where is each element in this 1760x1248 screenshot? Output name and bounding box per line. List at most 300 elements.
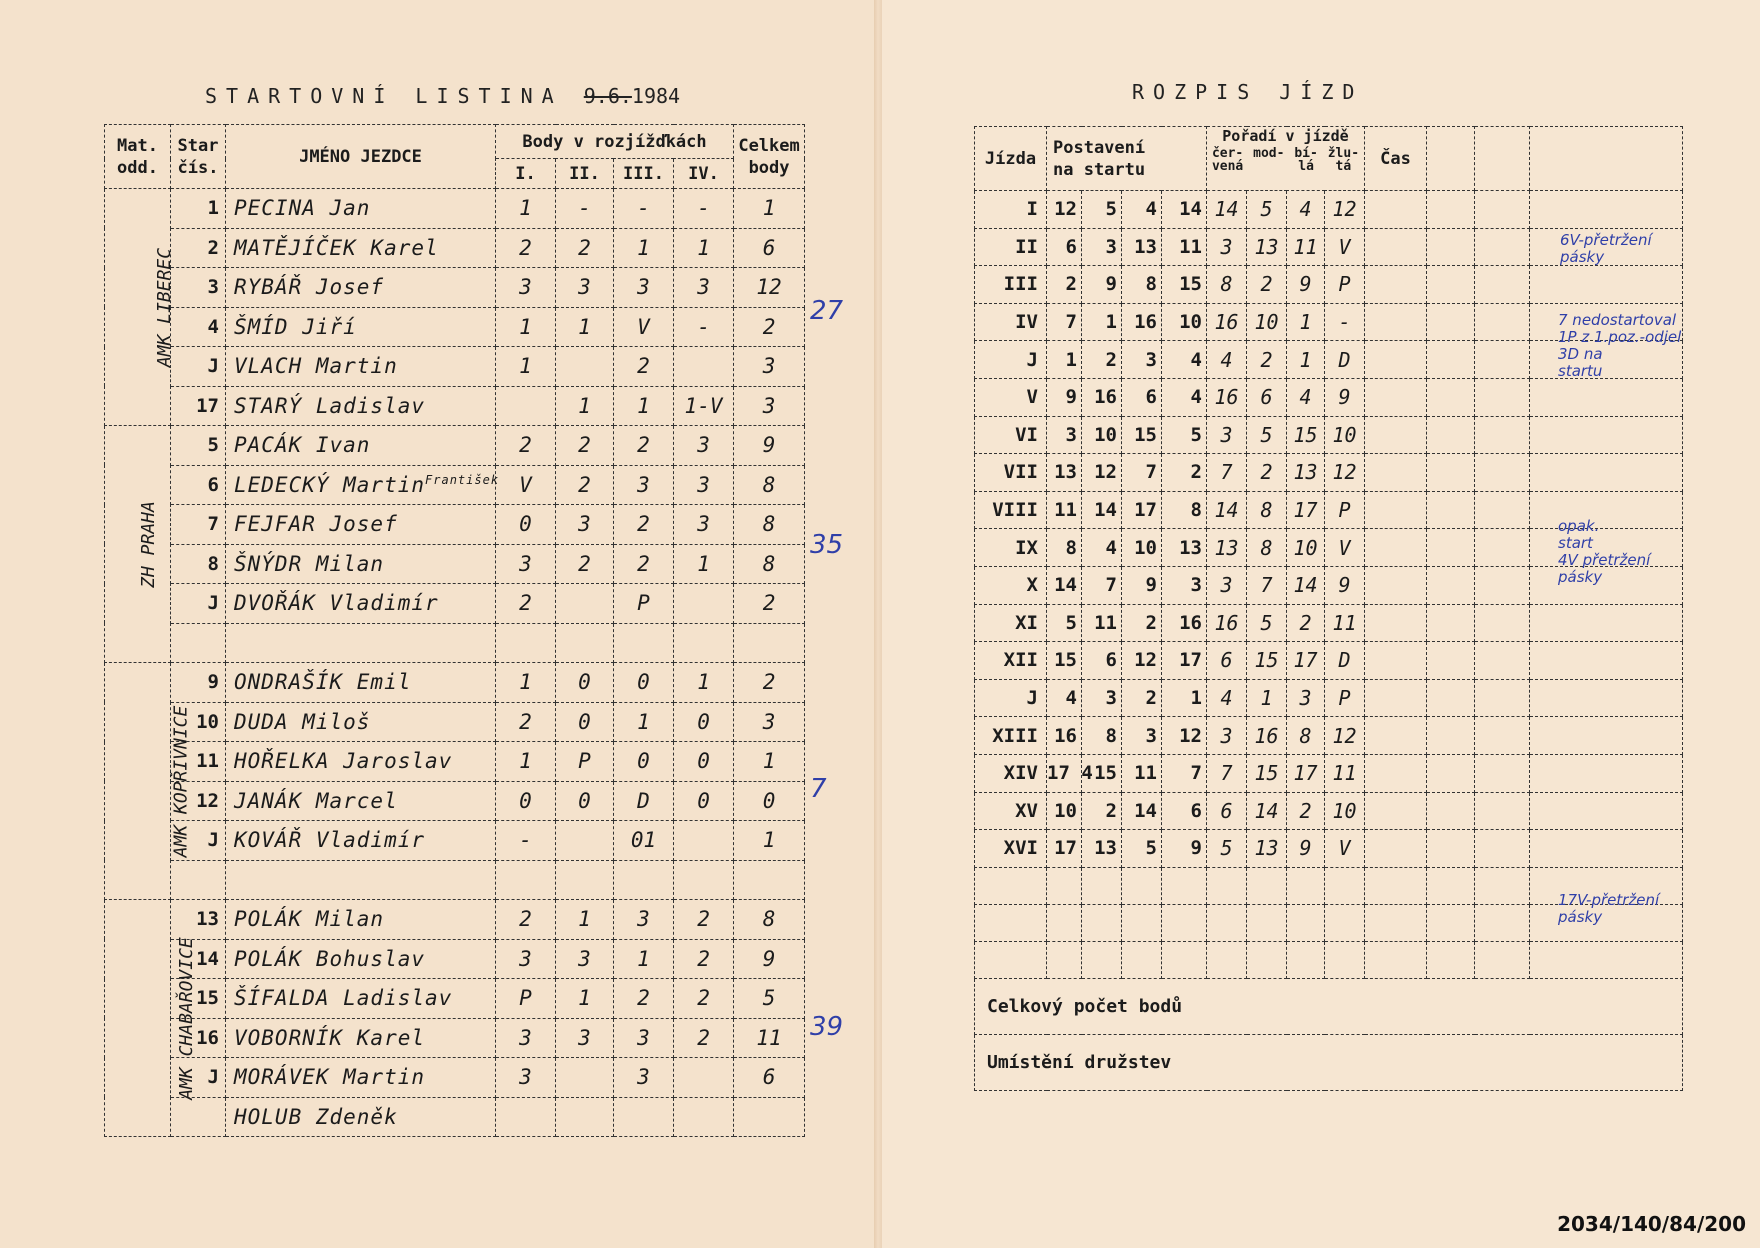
blank-cell — [1475, 792, 1530, 830]
round-4-points — [674, 860, 734, 900]
start-number: 16 — [171, 1018, 226, 1058]
round-3-points: 3 — [614, 1018, 674, 1058]
header-order: Pořadí v jízdě — [1222, 127, 1349, 145]
round-2-points: 0 — [556, 702, 614, 742]
rider-name — [226, 781, 496, 821]
blank-cell — [1427, 491, 1475, 529]
blank-cell — [1530, 717, 1683, 755]
finish-order-2: 13 — [1247, 830, 1287, 868]
total-points: 2 — [734, 584, 805, 624]
round-3-points: 2 — [614, 979, 674, 1019]
start-position-4: 11 — [1162, 228, 1207, 266]
note-heat-4: 7 nedostartoval 1P z 1.poz.-odjel 3D na startu — [1558, 311, 1682, 380]
finish-order-3: 8 — [1287, 717, 1325, 755]
start-position-1: 6 — [1047, 228, 1082, 266]
rider-name-text: POLÁK Milan — [234, 907, 385, 932]
rider-name-text: HOLUB Zdeněk — [234, 1104, 398, 1129]
finish-order-2: 10 — [1247, 303, 1287, 341]
round-4-points: 3 — [674, 505, 734, 545]
round-2-points: 1 — [556, 307, 614, 347]
start-number: 5 — [171, 426, 226, 466]
start-position-4: 2 — [1162, 454, 1207, 492]
start-number: 15 — [171, 979, 226, 1019]
round-4-points: 0 — [674, 781, 734, 821]
blank-cell — [1475, 642, 1530, 680]
start-position-1: 17 4 — [1047, 754, 1082, 792]
finish-order-4: P — [1325, 266, 1365, 304]
blank-cell — [1287, 941, 1325, 978]
round-3-points: 0 — [614, 663, 674, 703]
round-4-points — [674, 623, 734, 663]
round-1-points — [496, 623, 556, 663]
round-2-points — [556, 1097, 614, 1137]
name-correction: František — [425, 472, 500, 487]
struck-date: 9.6. — [583, 84, 632, 108]
round-1-points: 1 — [496, 307, 556, 347]
rider-name — [226, 1058, 496, 1098]
finish-order-4: D — [1325, 642, 1365, 680]
finish-order-4: D — [1325, 341, 1365, 379]
start-position-4: 17 — [1162, 642, 1207, 680]
total-points: 5 — [734, 979, 805, 1019]
start-position-3: 12 — [1122, 642, 1162, 680]
round-3-points: 1 — [614, 228, 674, 268]
blank-cell — [1475, 941, 1530, 978]
blank-cell — [1427, 717, 1475, 755]
blank-cell — [1475, 717, 1530, 755]
rider-name-text: POLÁK Bohuslav — [234, 946, 426, 971]
finish-order-3: 14 — [1287, 566, 1325, 604]
start-position-2: 2 — [1082, 792, 1122, 830]
rider-row — [105, 386, 805, 426]
blank-cell — [975, 904, 1047, 941]
color-yellow: žlu- tá — [1327, 146, 1360, 174]
round-3-points: 3 — [614, 1058, 674, 1098]
heat-number: II — [975, 228, 1047, 266]
finish-order-4: V — [1325, 228, 1365, 266]
start-position-1: 13 — [1047, 454, 1082, 492]
finish-order-1: 3 — [1207, 717, 1247, 755]
header-heat: Jízda — [975, 127, 1047, 191]
round-2-points: 3 — [556, 1018, 614, 1058]
start-number: J — [171, 347, 226, 387]
blank-cell — [1475, 454, 1530, 492]
round-2-points: 3 — [556, 939, 614, 979]
blank-cell — [1475, 679, 1530, 717]
heat-number: XII — [975, 642, 1047, 680]
round-3-points: 3 — [614, 465, 674, 505]
round-2-points: 0 — [556, 781, 614, 821]
page-fold — [874, 0, 882, 1248]
rider-name-text: LEDECKÝ Martin — [234, 472, 426, 497]
round-4-points: 2 — [674, 1018, 734, 1058]
finish-order-1: 3 — [1207, 228, 1247, 266]
header-order-group — [1207, 127, 1365, 191]
start-number — [171, 860, 226, 900]
round-2-points: 3 — [556, 268, 614, 308]
start-number: 4 — [171, 307, 226, 347]
round-1-points: P — [496, 979, 556, 1019]
start-number: 14 — [171, 939, 226, 979]
start-position-2: 2 — [1082, 341, 1122, 379]
total-points: 3 — [734, 347, 805, 387]
heat-number: VI — [975, 416, 1047, 454]
header-name: JMÉNO JEZDCE — [226, 125, 496, 189]
finish-order-3: 2 — [1287, 792, 1325, 830]
blank-cell — [1530, 191, 1683, 229]
rider-name — [226, 663, 496, 703]
finish-order-2: 14 — [1247, 792, 1287, 830]
time-cell — [1365, 604, 1427, 642]
start-position-3: 7 — [1122, 454, 1162, 492]
rider-name — [226, 860, 496, 900]
time-cell — [1365, 642, 1427, 680]
rider-name — [226, 623, 496, 663]
start-position-1: 3 — [1047, 416, 1082, 454]
blank-cell — [1287, 904, 1325, 941]
blank-cell — [1122, 867, 1162, 904]
start-number: 8 — [171, 544, 226, 584]
blank-cell — [975, 941, 1047, 978]
start-position-2: 15 — [1082, 754, 1122, 792]
blank-cell — [1427, 679, 1475, 717]
heat-schedule-table — [974, 126, 1683, 1091]
blank-cell — [1122, 941, 1162, 978]
start-position-3: 2 — [1122, 679, 1162, 717]
round-3-points: 1 — [614, 939, 674, 979]
club-label: AMK LIBEREC — [154, 247, 176, 367]
start-position-4: 14 — [1162, 191, 1207, 229]
blank-cell — [1047, 904, 1082, 941]
round-3-points: 1 — [614, 702, 674, 742]
blank-cell — [1247, 904, 1287, 941]
round-1-points — [496, 386, 556, 426]
finish-order-2: 2 — [1247, 266, 1287, 304]
blank-cell — [1530, 754, 1683, 792]
blank-cell — [1530, 941, 1683, 978]
blank-cell — [1475, 416, 1530, 454]
blank-cell — [1427, 792, 1475, 830]
blank-cell — [975, 867, 1047, 904]
blank-cell — [1530, 416, 1683, 454]
rider-name — [226, 347, 496, 387]
round-4-points: 3 — [674, 268, 734, 308]
round-1-points: - — [496, 821, 556, 861]
note-heat-2: 6V-přetržení pásky — [1560, 231, 1652, 266]
round-4-points: - — [674, 189, 734, 229]
round-1-points: 1 — [496, 742, 556, 782]
team-total-koprivnice: 7 — [810, 774, 827, 804]
blank-cell — [1427, 266, 1475, 304]
blank-cell — [1530, 454, 1683, 492]
blank-cell — [1427, 941, 1475, 978]
finish-order-1: 7 — [1207, 454, 1247, 492]
round-3-points: - — [614, 189, 674, 229]
time-cell — [1365, 491, 1427, 529]
finish-order-4: V — [1325, 830, 1365, 868]
rider-name — [226, 228, 496, 268]
start-position-2: 8 — [1082, 717, 1122, 755]
start-position-4: 3 — [1162, 566, 1207, 604]
finish-order-1: 3 — [1207, 566, 1247, 604]
round-3-points — [614, 860, 674, 900]
start-position-1: 15 — [1047, 642, 1082, 680]
rider-name-text: PECINA Jan — [234, 196, 371, 221]
color-blue: mod- — [1253, 146, 1285, 161]
finish-order-4: 9 — [1325, 378, 1365, 416]
round-1-points: 2 — [496, 228, 556, 268]
round-3-points: 2 — [614, 426, 674, 466]
heat-row — [975, 191, 1683, 229]
finish-order-1: 13 — [1207, 529, 1247, 567]
round-1-points — [496, 1097, 556, 1137]
round-2-points — [556, 1058, 614, 1098]
start-position-3: 4 — [1122, 191, 1162, 229]
blank-cell — [1530, 642, 1683, 680]
heat-number: XIII — [975, 717, 1047, 755]
round-3-points — [614, 623, 674, 663]
team-total-chabarovice: 39 — [810, 1012, 844, 1042]
start-position-2: 10 — [1082, 416, 1122, 454]
round-2-points: 1 — [556, 386, 614, 426]
blank-cell — [1530, 792, 1683, 830]
blank-cell — [1082, 904, 1122, 941]
round-3-points: V — [614, 307, 674, 347]
start-number: 3 — [171, 268, 226, 308]
finish-order-3: 10 — [1287, 529, 1325, 567]
blank-cell — [1475, 378, 1530, 416]
blank-cell — [1047, 867, 1082, 904]
rider-name — [226, 979, 496, 1019]
heat-row — [975, 454, 1683, 492]
time-cell — [1365, 679, 1427, 717]
rider-name — [226, 742, 496, 782]
round-2-points: 1 — [556, 900, 614, 940]
total-points: 3 — [734, 702, 805, 742]
finish-order-4: 12 — [1325, 191, 1365, 229]
heat-row — [975, 717, 1683, 755]
blank-cell — [1082, 941, 1122, 978]
start-position-3: 5 — [1122, 830, 1162, 868]
round-4-points: 2 — [674, 900, 734, 940]
round-1-points: 3 — [496, 1058, 556, 1098]
blank-cell — [1475, 266, 1530, 304]
time-cell — [1365, 266, 1427, 304]
round-1-points: 1 — [496, 189, 556, 229]
rider-name-text: ŠNÝDR Milan — [234, 551, 385, 576]
round-4-points: - — [674, 307, 734, 347]
finish-order-3: 11 — [1287, 228, 1325, 266]
heat-row — [975, 830, 1683, 868]
start-position-2: 9 — [1082, 266, 1122, 304]
round-1-points: 2 — [496, 584, 556, 624]
rider-row — [105, 1058, 805, 1098]
header-start-positions: Postavení na startu — [1047, 127, 1207, 191]
rider-row — [105, 347, 805, 387]
finish-order-2: 15 — [1247, 754, 1287, 792]
heat-number: I — [975, 191, 1047, 229]
round-3-points: 3 — [614, 268, 674, 308]
round-4-points — [674, 1097, 734, 1137]
start-position-1: 4 — [1047, 679, 1082, 717]
rider-name — [226, 584, 496, 624]
blank-cell — [1427, 303, 1475, 341]
rider-row — [105, 663, 805, 703]
start-list-table — [104, 124, 805, 1137]
round-1-points: 2 — [496, 426, 556, 466]
rider-name-text: RYBÁŘ Josef — [234, 275, 385, 300]
round-3-points: 2 — [614, 347, 674, 387]
finish-order-4: 11 — [1325, 604, 1365, 642]
rider-row — [105, 623, 805, 663]
finish-order-1: 6 — [1207, 792, 1247, 830]
heat-row — [975, 679, 1683, 717]
round-2-points: 0 — [556, 663, 614, 703]
time-cell — [1365, 191, 1427, 229]
round-2-points — [556, 821, 614, 861]
round-3-points: 3 — [614, 900, 674, 940]
total-points: 9 — [734, 426, 805, 466]
blank-cell — [1475, 491, 1530, 529]
start-number: J — [171, 1058, 226, 1098]
blank-cell — [1287, 867, 1325, 904]
start-number: 9 — [171, 663, 226, 703]
blank-cell — [1162, 941, 1207, 978]
blank-cell — [1427, 454, 1475, 492]
total-points: 8 — [734, 505, 805, 545]
rider-name — [226, 544, 496, 584]
finish-order-3: 1 — [1287, 341, 1325, 379]
start-position-2: 11 — [1082, 604, 1122, 642]
round-4-points: 1 — [674, 544, 734, 584]
rider-row — [105, 268, 805, 308]
start-position-2: 13 — [1082, 830, 1122, 868]
round-3-points: 1 — [614, 386, 674, 426]
rider-name-text: ŠMÍD Jiří — [234, 314, 357, 339]
start-position-3: 17 — [1122, 491, 1162, 529]
time-cell — [1365, 754, 1427, 792]
total-points — [734, 860, 805, 900]
header-total: Celkem body — [734, 125, 805, 189]
total-points: 8 — [734, 544, 805, 584]
rider-name-text: DVOŘÁK Vladimír — [234, 591, 439, 616]
finish-order-3: 17 — [1287, 491, 1325, 529]
finish-order-1: 7 — [1207, 754, 1247, 792]
start-position-4: 12 — [1162, 717, 1207, 755]
start-position-3: 16 — [1122, 303, 1162, 341]
round-4-points — [674, 584, 734, 624]
total-points: 0 — [734, 781, 805, 821]
heat-number: XIV — [975, 754, 1047, 792]
round-4-points: 0 — [674, 702, 734, 742]
time-cell — [1365, 566, 1427, 604]
blank-cell — [1427, 228, 1475, 266]
round-4-points: 2 — [674, 939, 734, 979]
total-points: 2 — [734, 307, 805, 347]
blank-cell — [1427, 341, 1475, 379]
total-points: 8 — [734, 465, 805, 505]
total-points: 9 — [734, 939, 805, 979]
blank-cell — [1427, 754, 1475, 792]
rider-row — [105, 821, 805, 861]
start-position-2: 14 — [1082, 491, 1122, 529]
round-4-points: 1 — [674, 663, 734, 703]
finish-order-2: 8 — [1247, 491, 1287, 529]
rider-row — [105, 426, 805, 466]
time-cell — [1365, 378, 1427, 416]
start-position-4: 4 — [1162, 341, 1207, 379]
start-position-4: 13 — [1162, 529, 1207, 567]
heat-row — [975, 792, 1683, 830]
round-2-points: P — [556, 742, 614, 782]
rider-name-text: PACÁK Ivan — [234, 433, 371, 458]
round-1-points: 1 — [496, 347, 556, 387]
right-title: ROZPIS JÍZD — [1132, 80, 1364, 104]
blank-cell — [1247, 867, 1287, 904]
finish-order-3: 4 — [1287, 378, 1325, 416]
blank-cell — [1530, 378, 1683, 416]
round-4-points: 2 — [674, 979, 734, 1019]
finish-order-2: 6 — [1247, 378, 1287, 416]
team-total-praha: 35 — [810, 530, 844, 560]
heat-number: VIII — [975, 491, 1047, 529]
round-1-points: 2 — [496, 900, 556, 940]
round-1-points: 3 — [496, 544, 556, 584]
round-4-points — [674, 347, 734, 387]
heat-row — [975, 378, 1683, 416]
round-3-points: D — [614, 781, 674, 821]
finish-order-1: 8 — [1207, 266, 1247, 304]
rider-name-text: VOBORNÍK Karel — [234, 1025, 426, 1050]
finish-order-3: 17 — [1287, 642, 1325, 680]
blank-cell — [1475, 191, 1530, 229]
time-cell — [1365, 416, 1427, 454]
start-position-4: 4 — [1162, 378, 1207, 416]
finish-order-2: 5 — [1247, 604, 1287, 642]
start-position-1: 1 — [1047, 341, 1082, 379]
rider-name-text: ŠÍFALDA Ladislav — [234, 986, 453, 1011]
finish-order-1: 14 — [1207, 491, 1247, 529]
finish-order-3: 15 — [1287, 416, 1325, 454]
blank-cell — [1365, 904, 1427, 941]
heat-number: XVI — [975, 830, 1047, 868]
left-title-text: STARTOVNÍ LISTINA — [205, 84, 563, 108]
blank-cell — [1475, 830, 1530, 868]
blank-cell — [1530, 266, 1683, 304]
rider-name — [226, 1018, 496, 1058]
rider-name-text: ONDRAŠÍK Emil — [234, 670, 412, 695]
total-points: 1 — [734, 821, 805, 861]
start-position-3: 3 — [1122, 341, 1162, 379]
start-number: 7 — [171, 505, 226, 545]
finish-order-3: 4 — [1287, 191, 1325, 229]
rider-name — [226, 821, 496, 861]
start-position-3: 6 — [1122, 378, 1162, 416]
rider-name-text: HOŘELKA Jaroslav — [234, 749, 453, 774]
time-cell — [1365, 717, 1427, 755]
start-number — [171, 1097, 226, 1137]
rider-name-text: MATĚJÍČEK Karel — [234, 235, 439, 260]
rider-name — [226, 307, 496, 347]
note-heat-16: 17V-přetržení pásky — [1558, 891, 1660, 926]
start-position-2: 6 — [1082, 642, 1122, 680]
start-position-1: 10 — [1047, 792, 1082, 830]
heat-row — [975, 642, 1683, 680]
blank-cell — [1475, 904, 1530, 941]
heat-number: XI — [975, 604, 1047, 642]
start-position-4: 6 — [1162, 792, 1207, 830]
total-points: 11 — [734, 1018, 805, 1058]
